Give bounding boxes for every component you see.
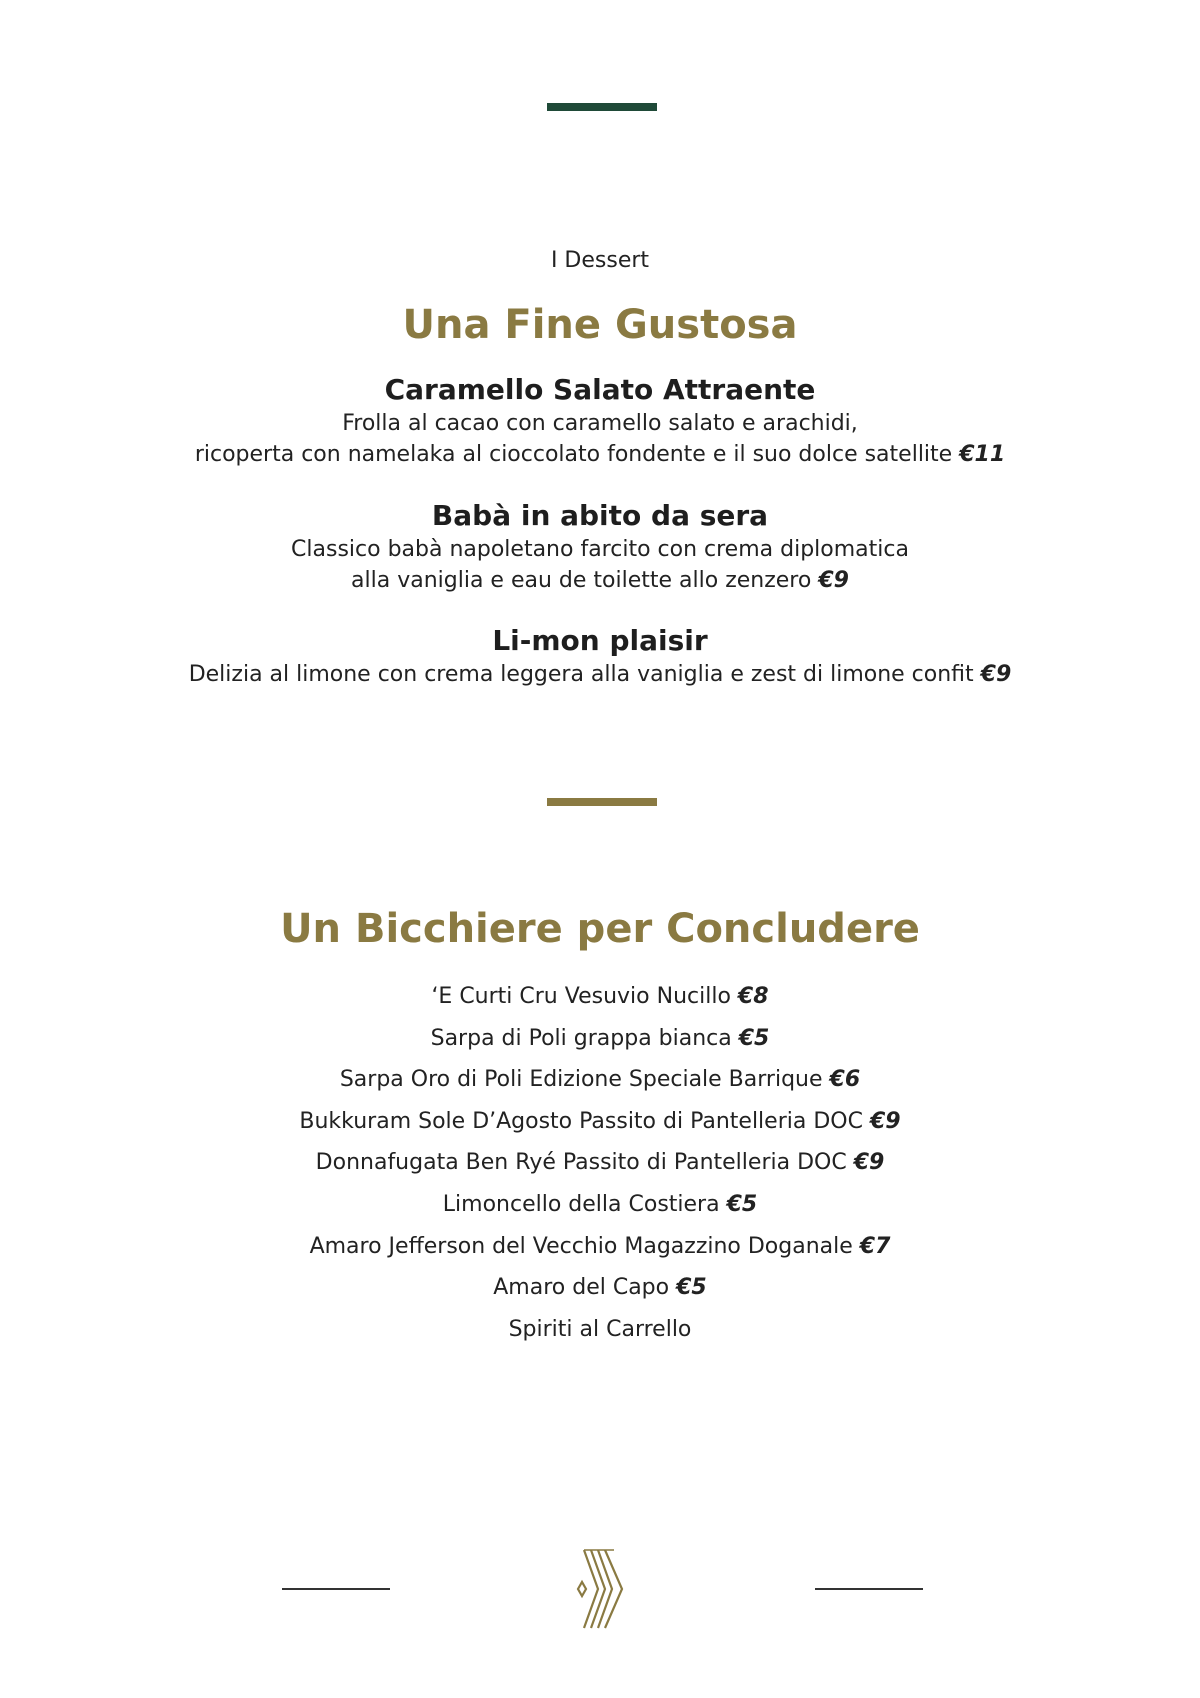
list-item bbox=[0, 1226, 1200, 1268]
dessert-description-text: Delizia al limone con crema leggera alla vaniglia e zest di limone confit bbox=[188, 662, 974, 687]
drink-price: €9 bbox=[869, 1108, 901, 1134]
dessert-description bbox=[0, 565, 1200, 596]
drink-name: Bukkuram Sole D’Agosto Passito di Pantelleria DOC bbox=[299, 1108, 863, 1134]
dessert-price: €11 bbox=[959, 442, 1006, 467]
drink-price: €6 bbox=[829, 1067, 861, 1093]
drink-name: Sarpa Oro di Poli Edizione Speciale Barrique bbox=[339, 1067, 823, 1093]
dessert-description bbox=[0, 439, 1200, 470]
section-label: I Dessert bbox=[550, 248, 650, 273]
dessert-description-text: alla vaniglia e eau de toilette allo zenzero bbox=[351, 568, 812, 593]
drink-price: €7 bbox=[859, 1233, 891, 1259]
dessert-price: €9 bbox=[980, 662, 1012, 687]
footer-line-right bbox=[815, 1588, 923, 1590]
dessert-item bbox=[0, 372, 1200, 470]
dessert-name: Babà in abito da sera bbox=[431, 499, 769, 532]
drinks-list bbox=[0, 976, 1200, 1350]
list-item bbox=[0, 1142, 1200, 1184]
dessert-description: Classico babà napoletano farcito con crema diplomatica bbox=[291, 537, 909, 562]
list-item bbox=[0, 1267, 1200, 1309]
list-item bbox=[0, 976, 1200, 1018]
drink-name: Limoncello della Costiera bbox=[442, 1191, 720, 1217]
monogram-logo-icon bbox=[574, 1546, 630, 1632]
middle-divider bbox=[547, 798, 657, 806]
drink-name: Spiriti al Carrello bbox=[508, 1316, 692, 1342]
drink-name: Amaro del Capo bbox=[493, 1275, 670, 1301]
dessert-name: Caramello Salato Attraente bbox=[384, 373, 816, 406]
dessert-item bbox=[0, 498, 1200, 596]
dessert-item bbox=[0, 623, 1200, 690]
desserts-title: Una Fine Gustosa bbox=[402, 302, 798, 348]
drink-name: Donnafugata Ben Ryé Passito di Pantelleria DOC bbox=[315, 1150, 847, 1176]
drink-price: €9 bbox=[853, 1150, 885, 1176]
drink-price: €5 bbox=[738, 1025, 770, 1051]
drink-price: €5 bbox=[726, 1191, 758, 1217]
dessert-description: Frolla al cacao con caramello salato e arachidi, bbox=[342, 411, 858, 436]
dessert-price: €9 bbox=[818, 568, 849, 593]
dessert-description bbox=[0, 659, 1200, 690]
list-item bbox=[0, 1059, 1200, 1101]
drinks-title: Un Bicchiere per Concludere bbox=[280, 906, 920, 952]
drink-name: Amaro Jefferson del Vecchio Magazzino Doganale bbox=[309, 1233, 853, 1259]
list-item bbox=[0, 1309, 1200, 1351]
footer-line-left bbox=[282, 1588, 390, 1590]
top-divider bbox=[547, 103, 657, 111]
drink-price: €8 bbox=[737, 984, 769, 1009]
dessert-description-text: ricoperta con namelaka al cioccolato fondente e il suo dolce satellite bbox=[194, 442, 953, 467]
list-item bbox=[0, 1184, 1200, 1226]
drink-name: Sarpa di Poli grappa bianca bbox=[430, 1025, 732, 1051]
drink-price: €5 bbox=[676, 1275, 707, 1301]
drink-name: ‘E Curti Cru Vesuvio Nucillo bbox=[431, 984, 731, 1009]
list-item bbox=[0, 1018, 1200, 1060]
list-item bbox=[0, 1101, 1200, 1143]
dessert-name: Li-mon plaisir bbox=[492, 624, 708, 657]
